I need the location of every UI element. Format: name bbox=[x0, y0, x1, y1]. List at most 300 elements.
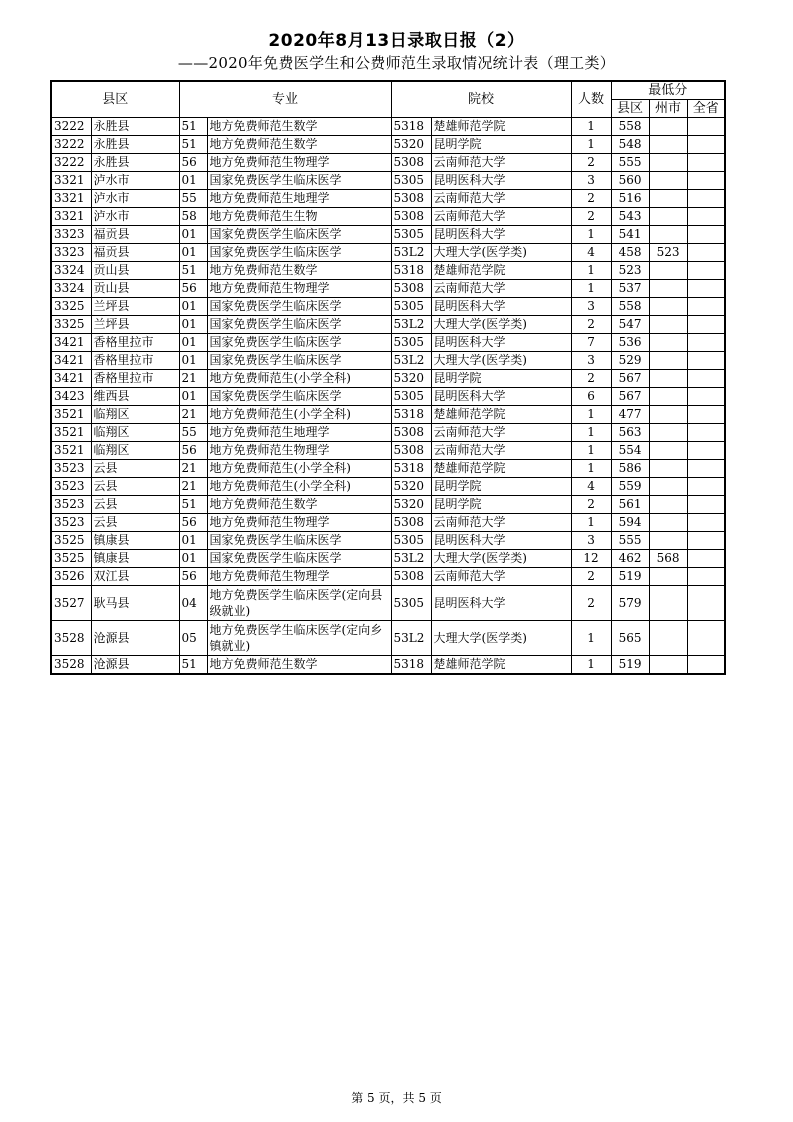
admit-count: 2 bbox=[571, 496, 611, 514]
prefecture-min-score bbox=[649, 118, 687, 136]
major-code: 01 bbox=[179, 352, 207, 370]
county-min-score: 565 bbox=[611, 621, 649, 656]
school-code: 5320 bbox=[391, 478, 431, 496]
table-row bbox=[51, 262, 725, 280]
school-code: 5308 bbox=[391, 208, 431, 226]
province-min-score bbox=[687, 656, 725, 675]
prefecture-min-score bbox=[649, 656, 687, 675]
school-name: 大理大学(医学类) bbox=[431, 352, 571, 370]
school-name: 楚雄师范学院 bbox=[431, 406, 571, 424]
school-code: 5305 bbox=[391, 388, 431, 406]
report-subtitle: ——2020年免费医学生和公费师范生录取情况统计表（理工类） bbox=[177, 54, 616, 72]
county-min-score: 547 bbox=[611, 316, 649, 334]
major-code: 01 bbox=[179, 226, 207, 244]
school-code: 53L2 bbox=[391, 621, 431, 656]
admit-count: 6 bbox=[571, 388, 611, 406]
major-code: 55 bbox=[179, 190, 207, 208]
county-name: 香格里拉市 bbox=[91, 334, 179, 352]
major-code: 51 bbox=[179, 136, 207, 154]
school-name: 大理大学(医学类) bbox=[431, 316, 571, 334]
school-name: 云南师范大学 bbox=[431, 514, 571, 532]
admit-count: 2 bbox=[571, 316, 611, 334]
admit-count: 2 bbox=[571, 370, 611, 388]
table-row bbox=[51, 442, 725, 460]
county-min-score: 554 bbox=[611, 442, 649, 460]
province-min-score bbox=[687, 226, 725, 244]
county-name: 沧源县 bbox=[91, 621, 179, 656]
major-name: 地方免费师范生物理学 bbox=[207, 280, 391, 298]
table-row bbox=[51, 172, 725, 190]
prefecture-min-score bbox=[649, 460, 687, 478]
table-row bbox=[51, 406, 725, 424]
table-row bbox=[51, 334, 725, 352]
prefecture-min-score bbox=[649, 190, 687, 208]
header-min-score: 最低分 bbox=[611, 81, 725, 100]
admit-count: 3 bbox=[571, 352, 611, 370]
county-code: 3321 bbox=[51, 208, 91, 226]
county-code: 3528 bbox=[51, 621, 91, 656]
school-name: 云南师范大学 bbox=[431, 280, 571, 298]
admit-count: 1 bbox=[571, 424, 611, 442]
prefecture-min-score bbox=[649, 136, 687, 154]
table-row bbox=[51, 496, 725, 514]
school-name: 昆明医科大学 bbox=[431, 388, 571, 406]
admit-count: 2 bbox=[571, 568, 611, 586]
header-prefecture-level: 州市 bbox=[649, 100, 687, 118]
prefecture-min-score bbox=[649, 532, 687, 550]
school-code: 5318 bbox=[391, 656, 431, 675]
table-row bbox=[51, 154, 725, 172]
school-code: 5308 bbox=[391, 568, 431, 586]
major-code: 56 bbox=[179, 568, 207, 586]
major-code: 55 bbox=[179, 424, 207, 442]
table-row bbox=[51, 352, 725, 370]
school-name: 昆明医科大学 bbox=[431, 226, 571, 244]
county-min-score: 563 bbox=[611, 424, 649, 442]
table-row bbox=[51, 656, 725, 675]
province-min-score bbox=[687, 406, 725, 424]
province-min-score bbox=[687, 190, 725, 208]
province-min-score bbox=[687, 136, 725, 154]
county-name: 临翔区 bbox=[91, 442, 179, 460]
prefecture-min-score bbox=[649, 424, 687, 442]
county-name: 云县 bbox=[91, 496, 179, 514]
school-name: 昆明学院 bbox=[431, 136, 571, 154]
admit-count: 1 bbox=[571, 262, 611, 280]
county-code: 3222 bbox=[51, 154, 91, 172]
major-name: 国家免费医学生临床医学 bbox=[207, 334, 391, 352]
county-code: 3325 bbox=[51, 316, 91, 334]
major-code: 01 bbox=[179, 298, 207, 316]
major-code: 04 bbox=[179, 586, 207, 621]
major-code: 51 bbox=[179, 262, 207, 280]
province-min-score bbox=[687, 262, 725, 280]
admit-count: 1 bbox=[571, 136, 611, 154]
major-code: 01 bbox=[179, 316, 207, 334]
county-min-score: 555 bbox=[611, 532, 649, 550]
school-name: 大理大学(医学类) bbox=[431, 550, 571, 568]
page-footer: 第 5 页，共 5 页 bbox=[351, 1091, 442, 1105]
table-row bbox=[51, 478, 725, 496]
header-major: 专业 bbox=[179, 81, 391, 118]
school-code: 5308 bbox=[391, 514, 431, 532]
school-code: 5305 bbox=[391, 586, 431, 621]
table-row bbox=[51, 532, 725, 550]
school-name: 昆明学院 bbox=[431, 496, 571, 514]
admit-count: 1 bbox=[571, 118, 611, 136]
school-code: 5320 bbox=[391, 496, 431, 514]
county-code: 3521 bbox=[51, 442, 91, 460]
header-province-level: 全省 bbox=[687, 100, 725, 118]
county-code: 3527 bbox=[51, 586, 91, 621]
county-name: 兰坪县 bbox=[91, 298, 179, 316]
school-code: 5308 bbox=[391, 280, 431, 298]
school-name: 楚雄师范学院 bbox=[431, 262, 571, 280]
major-code: 01 bbox=[179, 388, 207, 406]
major-code: 05 bbox=[179, 621, 207, 656]
county-code: 3421 bbox=[51, 334, 91, 352]
county-min-score: 567 bbox=[611, 388, 649, 406]
major-name: 地方免费师范生数学 bbox=[207, 262, 391, 280]
county-min-score: 516 bbox=[611, 190, 649, 208]
county-code: 3421 bbox=[51, 352, 91, 370]
county-code: 3324 bbox=[51, 262, 91, 280]
major-name: 地方免费师范生(小学全科) bbox=[207, 370, 391, 388]
county-code: 3521 bbox=[51, 406, 91, 424]
county-min-score: 543 bbox=[611, 208, 649, 226]
major-code: 01 bbox=[179, 244, 207, 262]
school-code: 5308 bbox=[391, 424, 431, 442]
province-min-score bbox=[687, 370, 725, 388]
admit-count: 2 bbox=[571, 208, 611, 226]
table-row bbox=[51, 424, 725, 442]
prefecture-min-score bbox=[649, 478, 687, 496]
header-school: 院校 bbox=[391, 81, 571, 118]
major-name: 地方免费师范生物理学 bbox=[207, 568, 391, 586]
province-min-score bbox=[687, 208, 725, 226]
table-row bbox=[51, 550, 725, 568]
province-min-score bbox=[687, 316, 725, 334]
prefecture-min-score: 523 bbox=[649, 244, 687, 262]
county-min-score: 586 bbox=[611, 460, 649, 478]
school-name: 楚雄师范学院 bbox=[431, 656, 571, 675]
table-row bbox=[51, 190, 725, 208]
table-body bbox=[51, 118, 725, 675]
header-count: 人数 bbox=[571, 81, 611, 118]
county-name: 兰坪县 bbox=[91, 316, 179, 334]
school-code: 53L2 bbox=[391, 316, 431, 334]
school-code: 5318 bbox=[391, 118, 431, 136]
province-min-score bbox=[687, 568, 725, 586]
major-name: 地方免费师范生物理学 bbox=[207, 154, 391, 172]
admission-table bbox=[50, 80, 726, 675]
county-name: 泸水市 bbox=[91, 208, 179, 226]
admit-count: 2 bbox=[571, 586, 611, 621]
prefecture-min-score bbox=[649, 208, 687, 226]
province-min-score bbox=[687, 621, 725, 656]
school-code: 5308 bbox=[391, 190, 431, 208]
province-min-score bbox=[687, 532, 725, 550]
county-min-score: 555 bbox=[611, 154, 649, 172]
report-title: 2020年8月13日录取日报（2） bbox=[268, 31, 525, 51]
county-code: 3222 bbox=[51, 136, 91, 154]
major-code: 21 bbox=[179, 460, 207, 478]
major-code: 01 bbox=[179, 532, 207, 550]
county-code: 3222 bbox=[51, 118, 91, 136]
major-name: 国家免费医学生临床医学 bbox=[207, 244, 391, 262]
school-code: 5318 bbox=[391, 460, 431, 478]
admit-count: 1 bbox=[571, 514, 611, 532]
prefecture-min-score bbox=[649, 496, 687, 514]
prefecture-min-score: 568 bbox=[649, 550, 687, 568]
county-min-score: 561 bbox=[611, 496, 649, 514]
major-name: 地方免费师范生物理学 bbox=[207, 442, 391, 460]
school-name: 云南师范大学 bbox=[431, 424, 571, 442]
major-name: 地方免费师范生(小学全科) bbox=[207, 406, 391, 424]
prefecture-min-score bbox=[649, 154, 687, 172]
county-code: 3528 bbox=[51, 656, 91, 675]
major-name: 地方免费师范生(小学全科) bbox=[207, 460, 391, 478]
county-min-score: 458 bbox=[611, 244, 649, 262]
table-row bbox=[51, 244, 725, 262]
county-name: 镇康县 bbox=[91, 532, 179, 550]
county-min-score: 567 bbox=[611, 370, 649, 388]
major-name: 国家免费医学生临床医学 bbox=[207, 550, 391, 568]
major-name: 地方免费师范生物理学 bbox=[207, 514, 391, 532]
school-code: 53L2 bbox=[391, 244, 431, 262]
county-name: 福贡县 bbox=[91, 244, 179, 262]
county-name: 云县 bbox=[91, 514, 179, 532]
header-county-level: 县区 bbox=[611, 100, 649, 118]
major-code: 21 bbox=[179, 370, 207, 388]
province-min-score bbox=[687, 280, 725, 298]
county-code: 3324 bbox=[51, 280, 91, 298]
table-row bbox=[51, 298, 725, 316]
admit-count: 3 bbox=[571, 298, 611, 316]
school-code: 5305 bbox=[391, 532, 431, 550]
school-name: 云南师范大学 bbox=[431, 442, 571, 460]
major-code: 21 bbox=[179, 406, 207, 424]
county-code: 3523 bbox=[51, 460, 91, 478]
school-name: 昆明医科大学 bbox=[431, 298, 571, 316]
province-min-score bbox=[687, 496, 725, 514]
county-name: 永胜县 bbox=[91, 136, 179, 154]
county-name: 镇康县 bbox=[91, 550, 179, 568]
county-name: 沧源县 bbox=[91, 656, 179, 675]
county-min-score: 529 bbox=[611, 352, 649, 370]
table-row bbox=[51, 370, 725, 388]
school-name: 昆明学院 bbox=[431, 478, 571, 496]
school-name: 云南师范大学 bbox=[431, 154, 571, 172]
county-min-score: 559 bbox=[611, 478, 649, 496]
county-name: 泸水市 bbox=[91, 190, 179, 208]
county-name: 永胜县 bbox=[91, 154, 179, 172]
school-code: 5320 bbox=[391, 370, 431, 388]
admit-count: 2 bbox=[571, 190, 611, 208]
school-code: 53L2 bbox=[391, 352, 431, 370]
prefecture-min-score bbox=[649, 316, 687, 334]
province-min-score bbox=[687, 298, 725, 316]
county-name: 贡山县 bbox=[91, 280, 179, 298]
admit-count: 1 bbox=[571, 406, 611, 424]
county-code: 3525 bbox=[51, 532, 91, 550]
school-name: 昆明医科大学 bbox=[431, 532, 571, 550]
prefecture-min-score bbox=[649, 388, 687, 406]
admit-count: 2 bbox=[571, 154, 611, 172]
county-min-score: 523 bbox=[611, 262, 649, 280]
school-code: 5305 bbox=[391, 298, 431, 316]
major-name: 国家免费医学生临床医学 bbox=[207, 316, 391, 334]
county-name: 云县 bbox=[91, 460, 179, 478]
table-row bbox=[51, 118, 725, 136]
major-name: 地方免费师范生地理学 bbox=[207, 424, 391, 442]
admit-count: 1 bbox=[571, 621, 611, 656]
major-code: 01 bbox=[179, 172, 207, 190]
province-min-score bbox=[687, 586, 725, 621]
county-name: 香格里拉市 bbox=[91, 352, 179, 370]
major-name: 国家免费医学生临床医学 bbox=[207, 226, 391, 244]
admit-count: 12 bbox=[571, 550, 611, 568]
admit-count: 1 bbox=[571, 656, 611, 675]
major-code: 51 bbox=[179, 496, 207, 514]
county-min-score: 519 bbox=[611, 656, 649, 675]
school-name: 楚雄师范学院 bbox=[431, 460, 571, 478]
province-min-score bbox=[687, 424, 725, 442]
major-name: 国家免费医学生临床医学 bbox=[207, 298, 391, 316]
province-min-score bbox=[687, 478, 725, 496]
prefecture-min-score bbox=[649, 262, 687, 280]
county-min-score: 536 bbox=[611, 334, 649, 352]
table-row bbox=[51, 460, 725, 478]
major-name: 地方免费师范生数学 bbox=[207, 136, 391, 154]
county-min-score: 558 bbox=[611, 118, 649, 136]
prefecture-min-score bbox=[649, 226, 687, 244]
table-row bbox=[51, 226, 725, 244]
school-code: 5305 bbox=[391, 226, 431, 244]
county-name: 维西县 bbox=[91, 388, 179, 406]
school-name: 云南师范大学 bbox=[431, 190, 571, 208]
county-name: 贡山县 bbox=[91, 262, 179, 280]
table-row bbox=[51, 316, 725, 334]
admit-count: 3 bbox=[571, 532, 611, 550]
school-code: 5308 bbox=[391, 154, 431, 172]
school-code: 5305 bbox=[391, 172, 431, 190]
table-row bbox=[51, 621, 725, 656]
province-min-score bbox=[687, 442, 725, 460]
major-code: 01 bbox=[179, 550, 207, 568]
county-code: 3323 bbox=[51, 226, 91, 244]
county-name: 香格里拉市 bbox=[91, 370, 179, 388]
county-min-score: 537 bbox=[611, 280, 649, 298]
major-code: 56 bbox=[179, 514, 207, 532]
prefecture-min-score bbox=[649, 568, 687, 586]
county-code: 3321 bbox=[51, 190, 91, 208]
county-name: 耿马县 bbox=[91, 586, 179, 621]
prefecture-min-score bbox=[649, 586, 687, 621]
school-code: 5308 bbox=[391, 442, 431, 460]
major-name: 国家免费医学生临床医学 bbox=[207, 388, 391, 406]
province-min-score bbox=[687, 550, 725, 568]
major-code: 56 bbox=[179, 442, 207, 460]
county-code: 3521 bbox=[51, 424, 91, 442]
county-code: 3523 bbox=[51, 514, 91, 532]
prefecture-min-score bbox=[649, 298, 687, 316]
county-code: 3321 bbox=[51, 172, 91, 190]
table-row bbox=[51, 514, 725, 532]
county-name: 云县 bbox=[91, 478, 179, 496]
major-name: 国家免费医学生临床医学 bbox=[207, 352, 391, 370]
major-name: 地方免费医学生临床医学(定向县级就业) bbox=[207, 586, 391, 621]
major-name: 地方免费师范生数学 bbox=[207, 656, 391, 675]
county-code: 3423 bbox=[51, 388, 91, 406]
county-code: 3525 bbox=[51, 550, 91, 568]
county-name: 双江县 bbox=[91, 568, 179, 586]
major-code: 51 bbox=[179, 118, 207, 136]
major-name: 地方免费师范生地理学 bbox=[207, 190, 391, 208]
county-name: 福贡县 bbox=[91, 226, 179, 244]
county-min-score: 541 bbox=[611, 226, 649, 244]
major-name: 地方免费医学生临床医学(定向乡镇就业) bbox=[207, 621, 391, 656]
school-name: 昆明医科大学 bbox=[431, 334, 571, 352]
province-min-score bbox=[687, 118, 725, 136]
major-name: 地方免费师范生数学 bbox=[207, 118, 391, 136]
prefecture-min-score bbox=[649, 280, 687, 298]
major-name: 地方免费师范生生物 bbox=[207, 208, 391, 226]
prefecture-min-score bbox=[649, 406, 687, 424]
county-min-score: 560 bbox=[611, 172, 649, 190]
county-min-score: 594 bbox=[611, 514, 649, 532]
school-name: 云南师范大学 bbox=[431, 568, 571, 586]
county-code: 3523 bbox=[51, 496, 91, 514]
school-name: 昆明学院 bbox=[431, 370, 571, 388]
major-name: 地方免费师范生数学 bbox=[207, 496, 391, 514]
major-name: 国家免费医学生临床医学 bbox=[207, 172, 391, 190]
province-min-score bbox=[687, 388, 725, 406]
county-name: 泸水市 bbox=[91, 172, 179, 190]
major-code: 58 bbox=[179, 208, 207, 226]
county-min-score: 477 bbox=[611, 406, 649, 424]
table-row bbox=[51, 388, 725, 406]
county-min-score: 558 bbox=[611, 298, 649, 316]
province-min-score bbox=[687, 460, 725, 478]
header-county: 县区 bbox=[51, 81, 179, 118]
school-name: 大理大学(医学类) bbox=[431, 621, 571, 656]
admit-count: 1 bbox=[571, 442, 611, 460]
admit-count: 1 bbox=[571, 226, 611, 244]
table-row bbox=[51, 136, 725, 154]
major-code: 51 bbox=[179, 656, 207, 675]
prefecture-min-score bbox=[649, 370, 687, 388]
county-code: 3523 bbox=[51, 478, 91, 496]
major-name: 地方免费师范生(小学全科) bbox=[207, 478, 391, 496]
province-min-score bbox=[687, 244, 725, 262]
county-name: 临翔区 bbox=[91, 406, 179, 424]
prefecture-min-score bbox=[649, 334, 687, 352]
province-min-score bbox=[687, 514, 725, 532]
major-code: 56 bbox=[179, 154, 207, 172]
admit-count: 4 bbox=[571, 478, 611, 496]
school-name: 大理大学(医学类) bbox=[431, 244, 571, 262]
county-min-score: 548 bbox=[611, 136, 649, 154]
prefecture-min-score bbox=[649, 172, 687, 190]
school-code: 5318 bbox=[391, 406, 431, 424]
major-name: 国家免费医学生临床医学 bbox=[207, 532, 391, 550]
school-code: 5305 bbox=[391, 334, 431, 352]
school-name: 昆明医科大学 bbox=[431, 172, 571, 190]
county-code: 3526 bbox=[51, 568, 91, 586]
table-row bbox=[51, 586, 725, 621]
school-code: 53L2 bbox=[391, 550, 431, 568]
